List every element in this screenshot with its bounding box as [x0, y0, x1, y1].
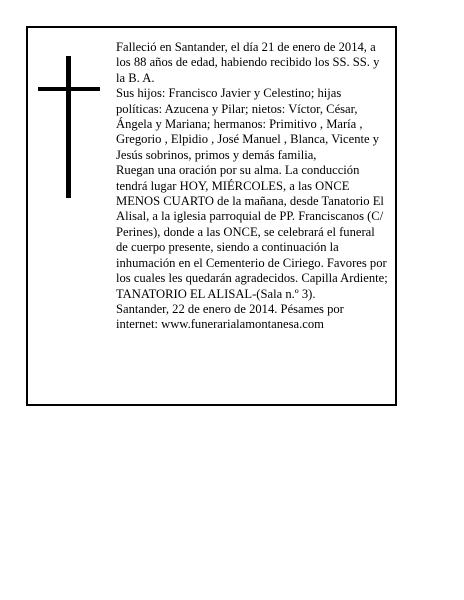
- death-announcement: Falleció en Santander, el día 21 de enero de 2014, a los 88 años de edad, habiendo recibido los SS. SS. y la B. A.: [116, 40, 380, 85]
- cross-horizontal-bar: [38, 87, 100, 91]
- cross-vertical-bar: [66, 56, 71, 198]
- date-and-condolences: Santander, 22 de enero de 2014. Pésames por internet: www.funerarialamontanesa.com: [116, 301, 344, 332]
- funeral-details: Ruegan una oración por su alma. La conducción tendrá lugar HOY, MIÉRCOLES, a las ONCE MENOS CUARTO de la mañana, desde Tanatorio El Alisal, a la iglesia parroquial de PP. Franciscanos (C/ Perines), donde a las ONCE, se celebrará el funeral de cuerpo presente, siendo a continuación la inhumación en el Cementerio de Ciriego. Favores por los cuales les quedarán agradecidos. Capilla Ardiente; TANATORIO EL ALISAL-(Sala n.º 3).: [116, 163, 388, 301]
- obituary-notice: [26, 26, 397, 406]
- family-list: Sus hijos: Francisco Javier y Celestino; hijas políticas: Azucena y Pilar; nietos: Víctor, César, Ángela y Mariana; hermanos: Primitivo , María , Gregorio , Elpidio , José Manuel , Blanca, Vicente y Jesús sobrinos, primos y demás familia,: [116, 86, 380, 162]
- cross-icon: [38, 56, 100, 198]
- notice-text: [116, 40, 388, 333]
